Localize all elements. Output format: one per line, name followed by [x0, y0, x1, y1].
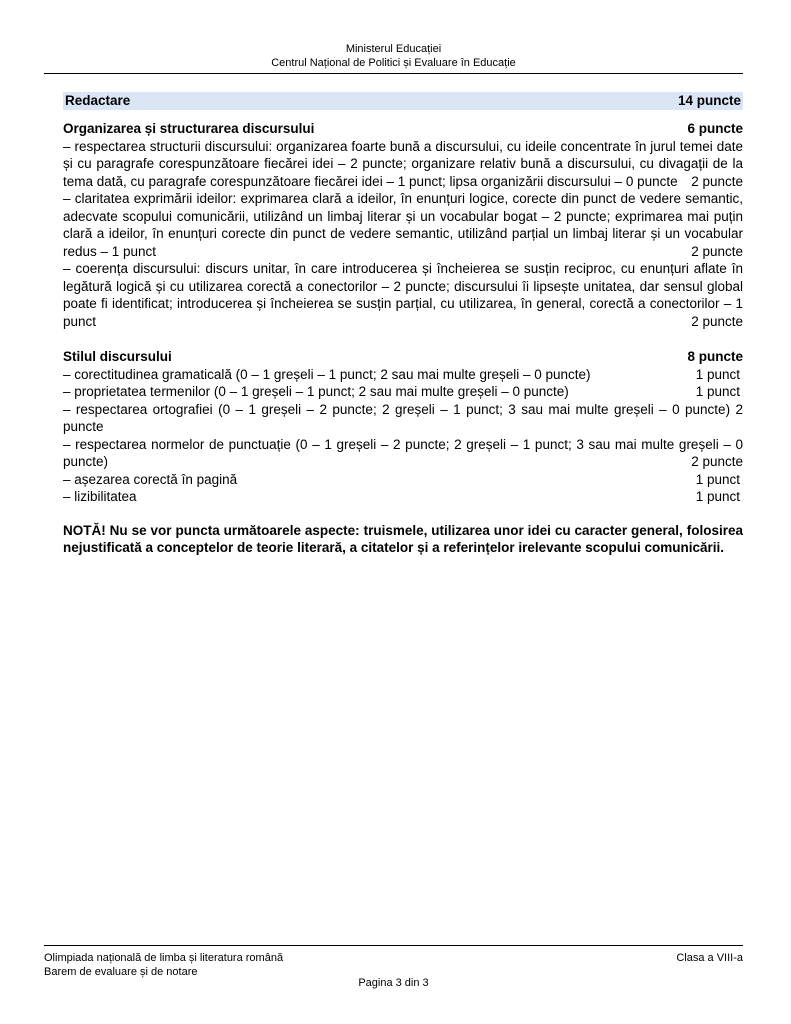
criterion-item: [63, 190, 743, 260]
criterion-points: 1 punct: [695, 384, 740, 399]
footer-divider: [44, 945, 743, 946]
section-points: 14 puncte: [677, 93, 741, 108]
criterion-text: – proprietatea termenilor (0 – 1 greșeli – 1 punct; 2 sau mai multe greșeli – 0 puncte): [63, 384, 569, 399]
stil-heading: [63, 348, 743, 366]
criterion-points: 2 puncte: [691, 243, 743, 259]
footer-barem: Barem de evaluare și de notare: [44, 966, 198, 978]
criterion-points: 1 punct: [695, 366, 740, 382]
page-header: [44, 42, 743, 70]
header-ministry: Ministerul Educației: [345, 43, 442, 55]
stil-points: 8 puncte: [687, 349, 743, 364]
spacer: [63, 330, 743, 348]
criterion-item: [63, 401, 743, 436]
header-center: Centrul Național de Politici și Evaluare în Educație: [271, 57, 516, 69]
criterion-text: – respectarea normelor de punctuație (0 – 1 greșeli – 2 puncte; 2 greșeli – 1 punct; 3 sau mai multe greșeli – 0 puncte): [63, 436, 743, 469]
organizare-heading: [63, 120, 743, 138]
stil-title: Stilul discursului: [63, 349, 172, 364]
criterion-points: 2 puncte: [691, 173, 743, 189]
criterion-points: 2 puncte: [691, 454, 743, 469]
criterion-text: – așezarea corectă în pagină: [63, 471, 238, 487]
criterion-text: – corectitudinea gramaticală (0 – 1 greșeli – 1 punct; 2 sau mai multe greșeli – 0 puncte): [63, 366, 591, 382]
footer-olympiad: Olimpiada națională de limba și literatura română: [44, 952, 284, 964]
criterion-item: [63, 488, 743, 506]
criterion-text: – respectarea structurii discursului: organizarea foarte bună a discursului, cu ideile concentrate în jurul temei date și cu paragrafe corespunzătoare fiecărei idei – 2 puncte; organizare relativ bună a discursului, cu divagații de la tema dată, cu paragrafe corespunzătoare fiecărei idei – 1 punct; lipsa organizării discursului – 0 puncte: [63, 138, 743, 189]
criterion-item: [63, 260, 743, 330]
section-title: Redactare: [65, 93, 131, 108]
criterion-text: – lizibilitatea: [63, 489, 137, 504]
criterion-item: [63, 366, 743, 384]
criterion-points: 1 punct: [695, 489, 740, 504]
note-paragraph: NOTĂ! Nu se vor puncta următoarele aspecte: truismele, utilizarea unor idei cu caracter general, folosirea nejustificată a conceptelor de teorie literară, a citatelor și a referințelor irelevante scopului comunicării.: [63, 522, 743, 555]
criterion-item: [63, 383, 743, 401]
section-heading-bar: [63, 92, 743, 110]
organizare-title: Organizarea și structurarea discursului: [63, 121, 315, 136]
criterion-item: [63, 138, 743, 191]
organizare-points: 6 puncte: [687, 121, 743, 136]
footer-left: [44, 951, 283, 979]
criterion-points: 2 puncte: [691, 313, 743, 329]
criterion-item: [63, 471, 743, 489]
criterion-text: – coerența discursului: discurs unitar, în care introducerea și încheierea se susțin reciproc, cu enunțuri aflate în legătură logică și cu utilizarea corectă a conectorilor – 2 puncte; discursului îi lipsește unitatea, dar sensul global poate fi identificat; introducerea și încheierea se susțin parțial, cu utilizarea, în general, corectă a conectorilor – 1 punct: [63, 261, 743, 329]
footer-class: Clasa a VIII-a: [676, 952, 743, 964]
criterion-text: – respectarea ortografiei (0 – 1 greșeli – 2 puncte; 2 greșeli – 1 punct; 3 sau mai multe greșeli – 0 puncte) 2 puncte: [63, 401, 743, 434]
criterion-text: – claritatea exprimării ideilor: exprimarea clară a ideilor, în enunțuri logice, corecte din punct de vedere semantic, adecvate scopului comunicării, utilizând un limbaj literar și un vocabular bogat – 2 puncte; exprimarea mai puțin clară a ideilor, în enunțuri corecte din punct de vedere semantic, utilizând parțial un limbaj literar și un vocabular redus – 1 punct: [63, 191, 743, 259]
page-number: Pagina 3 din 3: [358, 977, 429, 989]
criterion-item: [63, 436, 743, 471]
grading-content: [63, 120, 743, 557]
criterion-points: 1 punct: [695, 471, 740, 487]
header-divider: [44, 73, 743, 74]
